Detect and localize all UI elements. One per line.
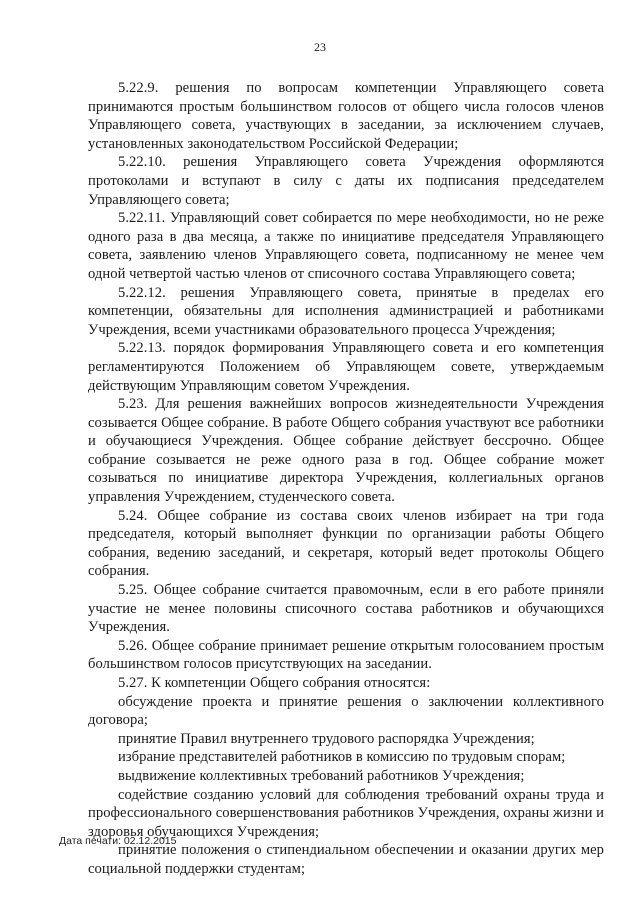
paragraph-5-22-13: 5.22.13. порядок формирования Управляющего совета и его компетенция регламентируются Положением об Управляющем совете, утверждаемым действующим Управляющим советом Учреждения.	[88, 340, 604, 394]
paragraph-5-26: 5.26. Общее собрание принимает решение открытым голосованием простым большинством голосов присутствующих на заседании.	[88, 637, 604, 673]
page-number: 23	[314, 40, 326, 54]
document-body	[88, 79, 604, 879]
paragraph-5-22-12: 5.22.12. решения Управляющего совета, принятые в пределах его компетенции, обязательны для исполнения администрацией и работниками Учреждения, всеми участниками образовательного процесса Учреждения;	[88, 284, 604, 338]
paragraph-5-23: 5.23. Для решения важнейших вопросов жизнедеятельности Учреждения созывается Общее собрание. В работе Общего собрания участвуют все работники и обучающиеся Учреждения. Общее собрание действует бессрочно. Общее собрание созывается не реже одного раза в год. Общее собрание может созываться по инициативе директора Учреждения, коллегиальных органов управления Учреждением, студенческого совета.	[88, 396, 604, 506]
paragraph-5-22-9: 5.22.9. решения по вопросам компетенции Управляющего совета принимаются простым большинством голосов от общего числа голосов членов Управляющего совета, участвующих в заседании, за исключением случаев, установленных законодательством Российской Федерации;	[88, 80, 604, 152]
list-item: содействие созданию условий для соблюдения требований охраны труда и профессионального совершенствования работников Учреждения, охраны жизни и здоровья обучающихся Учреждения;	[88, 786, 604, 840]
print-date-footer: Дата печати: 02.12.2015	[59, 835, 177, 847]
list-item: выдвижение коллективных требований работников Учреждения;	[118, 767, 525, 784]
list-item: обсуждение проекта и принятие решения о заключении коллективного договора;	[88, 693, 604, 729]
list-item: избрание представителей работников в комиссию по трудовым спорам;	[118, 749, 566, 766]
paragraph-5-22-10: 5.22.10. решения Управляющего совета Учреждения оформляются протоколами и вступают в силу с даты их подписания председателем Управляющего совета;	[88, 154, 604, 208]
paragraph-5-22-11: 5.22.11. Управляющий совет собирается по мере необходимости, но не реже одного раза в два месяца, а также по инициативе председателя Управляющего совета, заявлению членов Управляющего совета, подписанному не менее чем одной четвертой частью членов от списочного состава Управляющего совета;	[88, 210, 604, 282]
list-item: принятие положения о стипендиальном обеспечении и оказании других мер социальной поддержки студентам;	[88, 842, 604, 877]
list-item: принятие Правил внутреннего трудового распорядка Учреждения;	[118, 730, 535, 747]
paragraph-5-24: 5.24. Общее собрание из состава своих членов избирает на три года председателя, который выполняет функции по организации работы Общего собрания, ведению заседаний, и секретаря, который ведет протоколы Общего собрания.	[88, 507, 604, 580]
paragraph-5-25: 5.25. Общее собрание считается правомочным, если в его работе приняли участие не менее половины списочного состава работников и обучающихся Учреждения.	[88, 582, 604, 636]
paragraph-5-27: 5.27. К компетенции Общего собрания относятся:	[118, 675, 431, 691]
